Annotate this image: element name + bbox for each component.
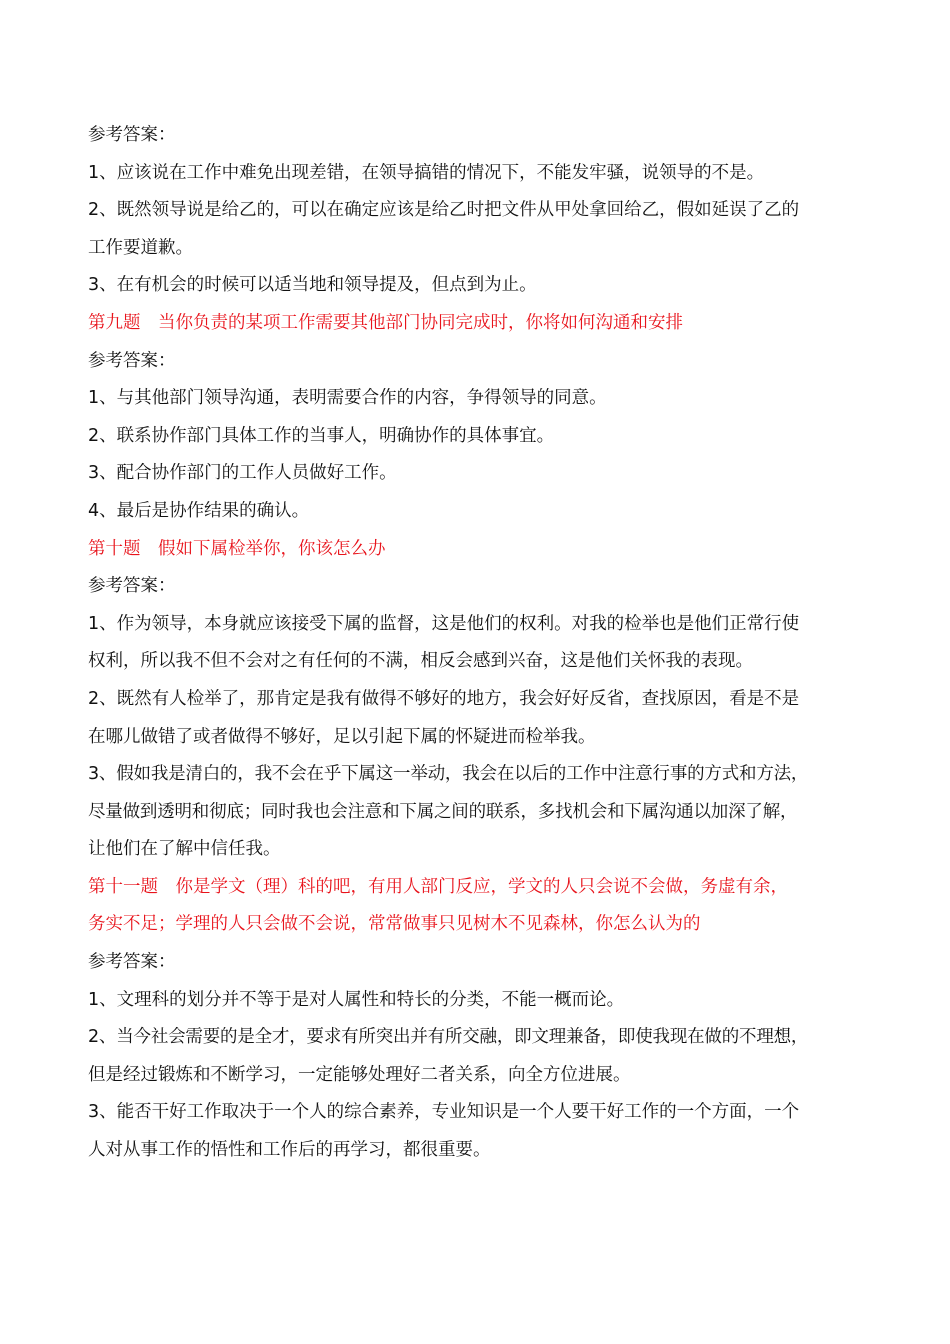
document-page (88, 117, 888, 1170)
answer-line: 4、最后是协作结果的确认。 (88, 500, 310, 521)
answer-line: 在哪儿做错了或者做得不够好，足以引起下属的怀疑进而检举我。 (88, 726, 596, 747)
answer-line: 1、与其他部门领导沟通，表明需要合作的内容，争得领导的同意。 (88, 388, 607, 409)
answer-line: 1、文理科的划分并不等于是对人属性和特长的分类，不能一概而论。 (88, 989, 625, 1010)
answer-line: 2、当今社会需要的是全才，要求有所突出并有所交融，即文理兼备，即使我现在做的不理想， (88, 1027, 809, 1048)
answer-line: 但是经过锻炼和不断学习，一定能够处理好二者关系，向全方位进展。 (88, 1064, 631, 1085)
answer-line: 人对从事工作的悟性和工作后的再学习，都很重要。 (88, 1140, 491, 1161)
answer-line: 工作要道歉。 (88, 237, 193, 258)
answer-line: 3、能否干好工作取决于一个人的综合素养，专业知识是一个人要干好工作的一个方面，一个 (88, 1102, 800, 1123)
answer-heading: 参考答案： (88, 952, 176, 973)
answer-line: 2、既然领导说是给乙的，可以在确定应该是给乙时把文件从甲处拿回给乙，假如延误了乙的 (88, 200, 800, 221)
question-title: 第十题 假如下属检举你，你该怎么办 (88, 538, 386, 559)
question-title: 第十一题 你是学文（理）科的吧，有用人部门反应，学文的人只会说不会做，务虚有余， (88, 876, 788, 897)
answer-line: 尽量做到透明和彻底；同时我也会注意和下属之间的联系，多找机会和下属沟通以加深了解， (88, 801, 798, 822)
question-title: 务实不足；学理的人只会做不会说，常常做事只见树木不见森林，你怎么认为的 (88, 914, 701, 935)
answer-line: 权利，所以我不但不会对之有任何的不满，相反会感到兴奋，这是他们关怀我的表现。 (88, 651, 753, 672)
answer-line: 3、假如我是清白的，我不会在乎下属这一举动，我会在以后的工作中注意行事的方式和方法， (88, 764, 809, 785)
answer-line: 3、配合协作部门的工作人员做好工作。 (88, 463, 397, 484)
answer-line: 1、作为领导，本身就应该接受下属的监督，这是他们的权利。对我的检举也是他们正常行使 (88, 613, 800, 634)
answer-heading: 参考答案： (88, 576, 176, 597)
answer-line: 2、联系协作部门具体工作的当事人，明确协作的具体事宜。 (88, 425, 555, 446)
answer-line: 让他们在了解中信任我。 (88, 839, 281, 860)
answer-line: 2、既然有人检举了，那肯定是我有做得不够好的地方，我会好好反省，查找原因，看是不是 (88, 688, 800, 709)
answer-line: 3、在有机会的时候可以适当地和领导提及，但点到为止。 (88, 275, 537, 296)
answer-heading: 参考答案： (88, 125, 176, 145)
question-title: 第九题 当你负责的某项工作需要其他部门协同完成时，你将如何沟通和安排 (88, 312, 683, 333)
answer-heading: 参考答案： (88, 350, 176, 371)
answer-line: 1、应该说在工作中难免出现差错，在领导搞错的情况下，不能发牢骚，说领导的不是。 (88, 162, 765, 183)
